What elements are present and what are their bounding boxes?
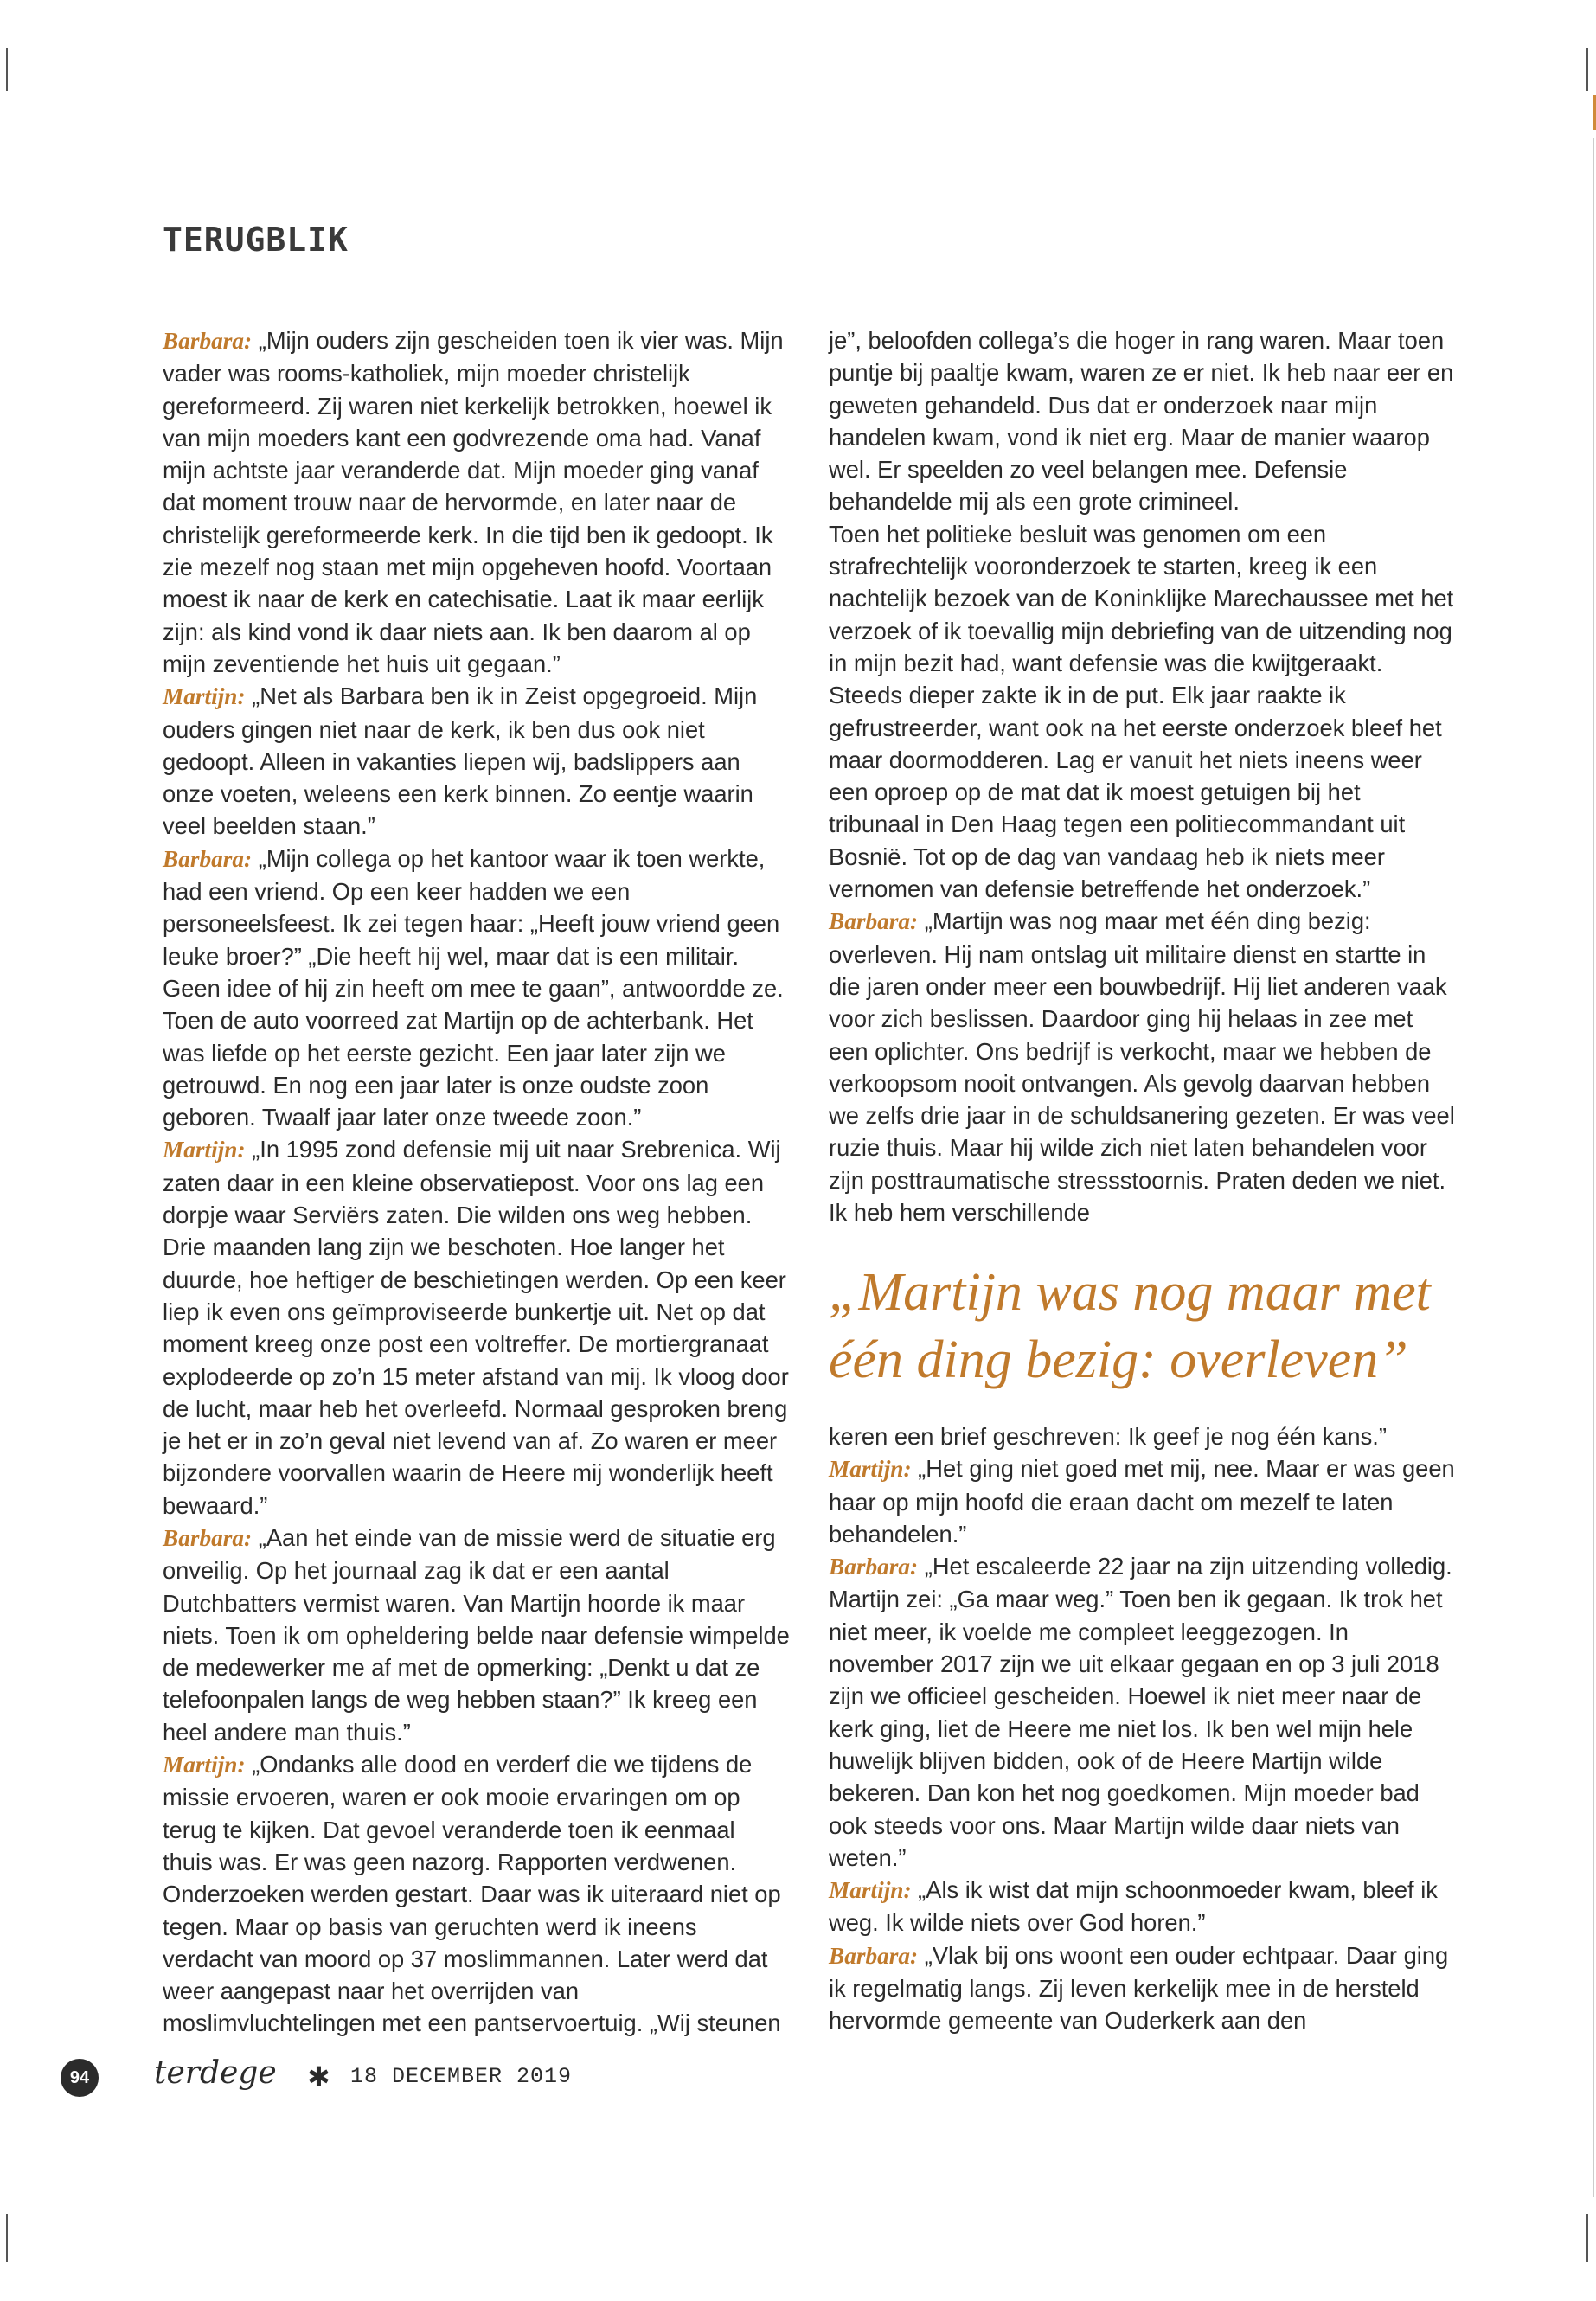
article-paragraph [829,324,1456,518]
article-paragraph [163,680,790,842]
paragraph-text: je”, beloofden collega’s die hoger in rang waren. Maar toen puntje bij paaltje kwam, waren ze er niet. Ik heb naar eer en geweten gehandeld. Dus dat er onderzoek naar mijn handelen kwam, vond ik niet erg. Maar de manier waarop wel. Er speelden zo veel belangen mee. Defensie behandelde mij als een grote crimineel. [829,327,1454,516]
speaker-name-barbara: Barbara: [163,1524,253,1551]
article-column-1 [163,324,790,2040]
speaker-name-barbara: Barbara: [829,1942,919,1969]
paragraph-text: „Het escaleerde 22 jaar na zijn uitzending volledig. Martijn zei: „Ga maar weg.” Toen ben ik gegaan. Ik trok het niet meer, ik voelde me compleet leeggezogen. In november 2017 zijn we uit elkaar gegaan en op 3 juli 2018 zijn we officieel gescheiden. Hoewel ik niet meer naar de kerk ging, liet de Heere me niet los. Ik ben wel mijn hele huwelijk blijven bidden, ook of de Heere Martijn wilde bekeren. Dan kon het nog goedkomen. Mijn moeder bad ook steeds voor ons. Maar Martijn wilde daar niets van weten.” [829,1553,1452,1871]
paragraph-text: „Vlak bij ons woont een ouder echtpaar. Daar ging ik regelmatig langs. Zij leven kerkelijk mee in de hersteld hervormde gemeente van Ouderkerk aan den [829,1941,1449,2035]
article-paragraph [829,905,1456,1228]
speaker-name-martijn: Martijn: [829,1877,912,1904]
paragraph-text: „Aan het einde van de missie werd de situatie erg onveilig. Op het journaal zag ik dat er een aantal Dutchbatters vermist waren. Van Martijn hoorde ik maar niets. Toen ik om opheldering belde naar defensie wimpelde de medewerker me af met de opmerking: „Denkt u dat ze telefoonpalen langs de weg hebben staan?” Ik kreeg een heel andere man thuis.” [163,1523,790,1746]
article-column-2 [829,324,1456,1228]
speaker-name-barbara: Barbara: [163,328,253,354]
page-number: 94 [61,2059,99,2097]
paragraph-text: Toen het politieke besluit was genomen om een strafrechtelijk vooronderzoek te starten, kreeg ik een nachtelijk bezoek van de Koninklijke Marechaussee met het verzoek of ik toevallig mijn debriefing van de uitzending nog in mijn bezit had, want defensie was die kwijtgeraakt. Steeds dieper zakte ik in de put. Elk jaar raakte ik gefrustreerder, want ook na het eerste onderzoek bleef het maar doormodderen. Lag er vanuit het niets ineens weer een oproep op de mat dat ik moest getuigen bij het tribunaal in Den Haag tegen een politiecommandant uit Bosnië. Tot op de dag van vandaag heb ik niets meer vernomen van defensie betreffende het onderzoek.” [829,520,1454,903]
speaker-name-martijn: Martijn: [163,1137,246,1163]
article-paragraph [829,1452,1456,1550]
pull-quote: „Martijn was nog maar met één ding bezig: overleven” [829,1263,1431,1389]
speaker-name-barbara: Barbara: [829,908,919,935]
article-paragraph [829,1550,1456,1874]
issue-date: 18 DECEMBER 2019 [350,2064,573,2089]
article-paragraph [829,1420,1456,1452]
asterisk-icon: ✱ [307,2061,330,2093]
paragraph-text: „In 1995 zond defensie mij uit naar Srebrenica. Wij zaten daar in een kleine observatiepost. Voor ons lag een dorpje waar Serviërs zaten. Die wilden ons weg hebben. Drie maanden lang zijn we beschoten. Hoe langer het duurde, hoe heftiger de beschietingen werden. Op een keer liep ik even ons geïmproviseerde bunkertje uit. Net op dat moment kreeg onze post een voltreffer. De mortiergranaat explodeerde op zo’n 15 meter afstand van mij. Ik vloog door de lucht, maar heb het overleefd. Normaal gesproken breng je het er in zo’n geval niet levend van af. Zo waren er meer bijzondere voorvallen waarin de Heere mij wonderlijk heeft bewaard.” [163,1136,789,1519]
paragraph-text: „Ondanks alle dood en verderf die we tijdens de missie ervoeren, waren er ook mooie ervaringen om op terug te kijken. Dat gevoel veranderde toen ik eenmaal thuis was. Er was geen nazorg. Rapporten verdwenen. Onderzoeken werden gestart. Daar was ik uiteraard niet op tegen. Maar op basis van geruchten werd ik ineens verdacht van moord op 37 moslimmannen. Later werd dat weer aangepast naar het overrijden van moslimvluchtelingen met een pantservoertuig. „Wij steunen [163,1751,781,2037]
page-footer [61,2055,839,2102]
paragraph-text: „Martijn was nog maar met één ding bezig: overleven. Hij nam ontslag uit militaire dienst en startte in die jaren onder meer een bouwbedrijf. Hij liet anderen vaak voor zich beslissen. Daardoor ging hij helaas in zee met een oplichter. Ons bedrijf is verkocht, maar we hebben de verkoopsom nooit ontvangen. Als gevolg daarvan hebben we zelfs drie jaar in de schuldsanering gezeten. Er was veel ruzie thuis. Maar hij wilde zich niet laten behandelen voor zijn posttraumatische stressstoornis. Praten deden we niet. Ik heb hem verschillende [829,907,1455,1227]
paragraph-text: keren een brief geschreven: Ik geef je nog één kans.” [829,1423,1387,1450]
magazine-logo: terdege [154,2055,277,2091]
paragraph-text: „Als ik wist dat mijn schoonmoeder kwam, bleef ik weg. Ik wilde niets over God horen.” [829,1876,1438,1937]
speaker-name-barbara: Barbara: [829,1554,919,1580]
article-paragraph [163,1133,790,1522]
speaker-name-barbara: Barbara: [163,845,253,872]
crop-mark-top-left [6,48,8,91]
crop-mark-top-right [1586,48,1588,91]
article-paragraph [163,1522,790,1748]
crop-mark-bottom-right [1586,2214,1588,2262]
section-label: TERUGBLIK [163,221,349,259]
article-paragraph [163,843,790,1134]
crop-mark-bottom-left [6,2214,8,2262]
article-paragraph [163,324,790,680]
article-paragraph [829,1939,1456,2037]
paragraph-text: „Mijn ouders zijn gescheiden toen ik vier was. Mijn vader was rooms-katholiek, mijn moeder christelijk gereformeerd. Zij waren niet kerkelijk betrokken, hoewel ik van mijn moeders kant een godvrezende oma had. Vanaf mijn achtste jaar veranderde dat. Mijn moeder ging vanaf dat moment trouw naar de hervormde, en later naar de christelijk gereformeerde kerk. In die tijd ben ik gedoopt. Ik zie mezelf nog staan met mijn opgeheven hoofd. Voortaan moest ik naar de kerk en catechisatie. Laat ik maar eerlijk zijn: als kind vond ik daar niets aan. Ik ben daarom al op mijn zeventiende het huis uit gegaan.” [163,327,784,677]
article-paragraph [829,518,1456,906]
article-column-2-continued [829,1420,1456,2037]
paragraph-text: „Het ging niet goed met mij, nee. Maar er was geen haar op mijn hoofd die eraan dacht om mezelf te laten behandelen.” [829,1455,1455,1548]
paragraph-text: „Net als Barbara ben ik in Zeist opgegroeid. Mijn ouders gingen niet naar de kerk, ik ben dus ook niet gedoopt. Alleen in vakanties liepen wij, badslippers aan onze voeten, weleens een kerk binnen. Zo eentje waarin veel beelden staan.” [163,683,758,840]
page-edge-accent [1593,95,1596,130]
speaker-name-martijn: Martijn: [829,1456,912,1483]
article-paragraph [829,1874,1456,1939]
paragraph-text: „Mijn collega op het kantoor waar ik toen werkte, had een vriend. Op een keer hadden we een personeelsfeest. Ik zei tegen haar: „Heeft jouw vriend geen leuke broer?” „Die heeft hij wel, maar dat is een militair. Geen idee of hij zin heeft om mee te gaan”, antwoordde ze. Toen de auto voorreed zat Martijn op de achterbank. Het was liefde op het eerste gezicht. Een jaar later zijn we getrouwd. En nog een jaar later is onze oudste zoon geboren. Twaalf jaar later onze tweede zoon.” [163,844,784,1131]
speaker-name-martijn: Martijn: [163,1752,246,1779]
page-edge-line [1593,138,1594,2197]
article-paragraph [163,1748,790,2040]
speaker-name-martijn: Martijn: [163,683,246,710]
